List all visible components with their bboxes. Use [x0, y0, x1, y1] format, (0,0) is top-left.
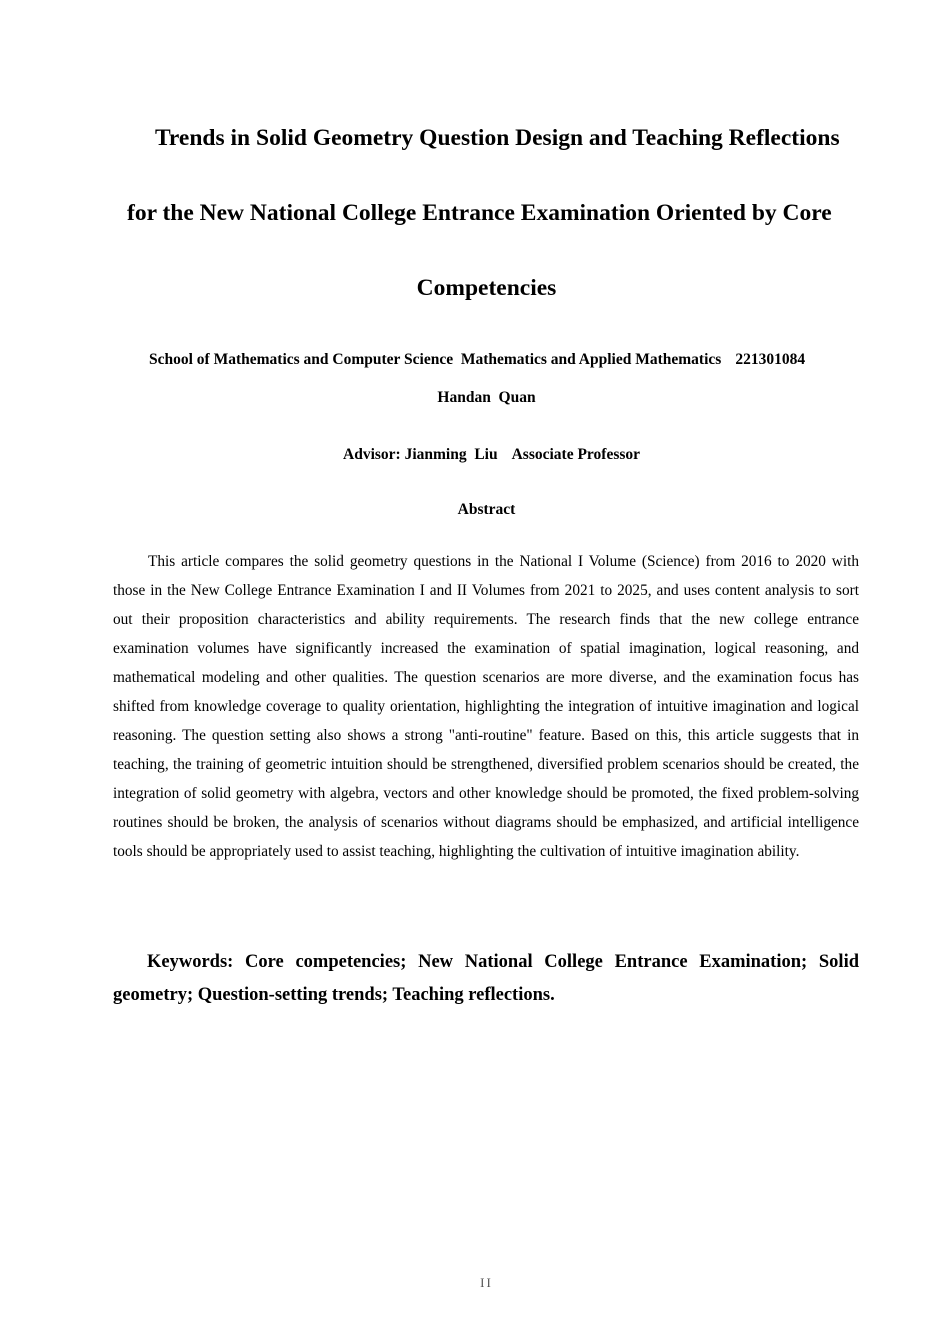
abstract-body: This article compares the solid geometry questions in the National I Volume (Science) from 2016 to 2020 with those in the New College Entrance Examination I and II Volumes from 2021 to 2025, and uses content analysis to sort out their proposition characteristics and ability requirements. The research finds that the new college entrance examination volumes have significantly increased the examination of spatial imagination, logical reasoning, and mathematical modeling and other qualities. The question scenarios are more diverse, and the examination focus has shifted from knowledge coverage to quality orientation, highlighting the integration of intuitive imagination and logical reasoning. The question setting also shows a strong "anti-routine" feature. Based on this, this article suggests that in teaching, the training of geometric intuition should be strengthened, diversified problem scenarios should be created, the integration of solid geometry with algebra, vectors and other knowledge should be promoted, the fixed problem-solving routines should be broken, the analysis of scenarios without diagrams should be emphasized, and artificial intelligence tools should be appropriately used to assist teaching, highlighting the cultivation of intuitive imagination ability. — [113, 553, 859, 860]
major-name: Mathematics and Applied Mathematics — [460, 351, 722, 368]
school-name: School of Mathematics and Computer Science — [149, 351, 454, 368]
page-number: II — [480, 1275, 493, 1290]
author-name: Handan Quan — [437, 389, 536, 406]
paper-title-line-3: Competencies — [416, 275, 557, 301]
advisor-name: Advisor: Jianming Liu — [343, 446, 498, 463]
abstract-heading: Abstract — [457, 501, 516, 518]
paper-title-line-2: for the New National College Entrance Examination Oriented by Core — [127, 200, 832, 226]
advisor-rank: Associate Professor — [511, 446, 641, 463]
affiliation-line — [149, 349, 805, 371]
paper-title-line-1: Trends in Solid Geometry Question Design and Teaching Reflections — [155, 125, 840, 151]
student-id: 221301084 — [735, 351, 806, 368]
keywords: Keywords: Core competencies; New National College Entrance Examination; Solid geometry; Question-setting trends; Teaching reflections. — [113, 952, 859, 1005]
advisor-line — [343, 444, 640, 466]
